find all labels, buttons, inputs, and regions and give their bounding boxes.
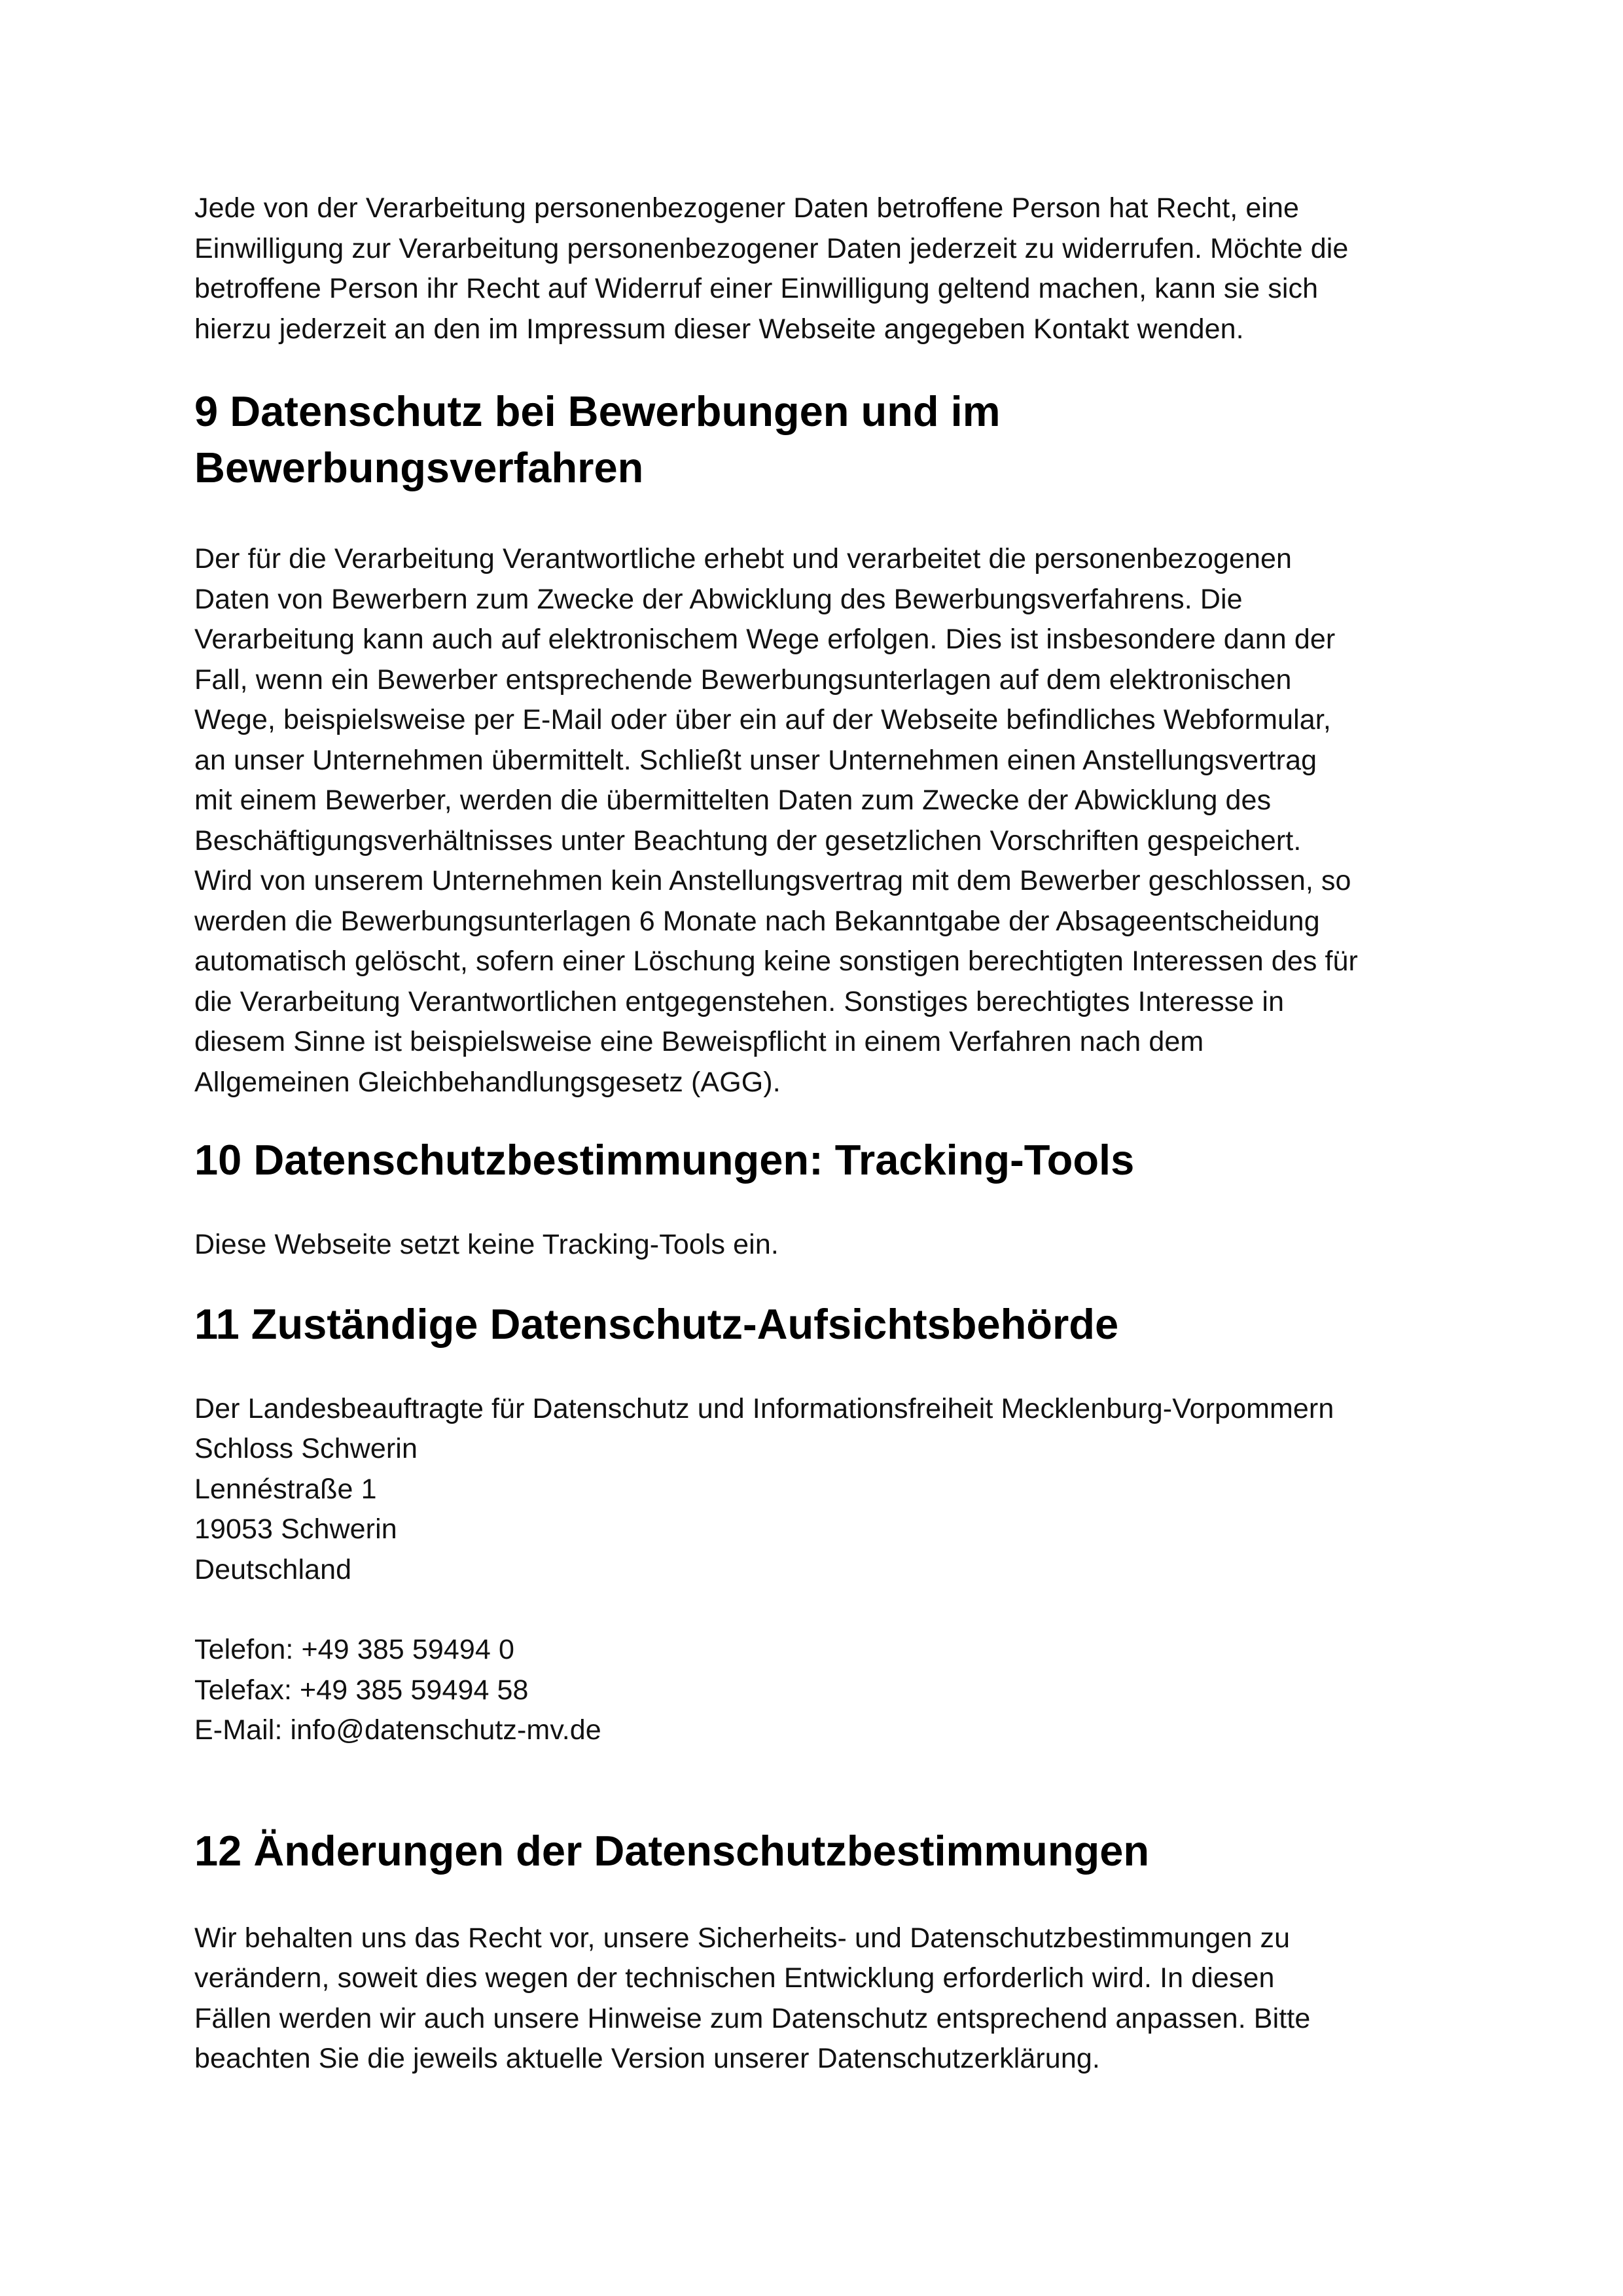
email-line: E-Mail: info@datenschutz-mv.de <box>194 1714 601 1746</box>
text-line: Diese Webseite setzt keine Tracking-Tools ein. <box>194 1229 779 1260</box>
heading-line: 12 Änderungen der Datenschutzbestimmungen <box>194 1826 1150 1875</box>
text-line: Fall, wenn ein Bewerber entsprechende Bewerbungsunterlagen auf dem elektronischen <box>194 663 1292 696</box>
text-line: Wir behalten uns das Recht vor, unsere Sicherheits- und Datenschutzbestimmungen zu <box>194 1922 1291 1954</box>
section-10-paragraph <box>194 1225 1438 1265</box>
text-line: hierzu jederzeit an den im Impressum dieser Webseite angegeben Kontakt wenden. <box>194 313 1244 345</box>
text-line: Daten von Bewerbern zum Zwecke der Abwicklung des Bewerbungsverfahrens. Die <box>194 583 1243 615</box>
authority-address <box>194 1389 1438 1591</box>
heading-line: 9 Datenschutz bei Bewerbungen und im <box>194 387 1001 435</box>
text-line: Beschäftigungsverhältnisses unter Beachtung der gesetzlichen Vorschriften gespeichert. <box>194 824 1302 857</box>
section-9-heading <box>194 383 1438 496</box>
text-line: Einwilligung zur Verarbeitung personenbezogener Daten jederzeit zu widerrufen. Möchte die <box>194 232 1349 264</box>
section-9-paragraph <box>194 539 1438 1103</box>
text-line: automatisch gelöscht, sofern einer Löschung keine sonstigen berechtigten Interessen des für <box>194 945 1358 977</box>
heading-line: Bewerbungsverfahren <box>194 444 644 491</box>
address-line: Schloss Schwerin <box>194 1433 418 1464</box>
text-line: Jede von der Verarbeitung personenbezogener Daten betroffene Person hat Recht, eine <box>194 192 1300 224</box>
text-line: beachten Sie die jeweils aktuelle Version unserer Datenschutzerklärung. <box>194 2043 1100 2074</box>
text-line: werden die Bewerbungsunterlagen 6 Monate nach Bekanntgabe der Absageentscheidung <box>194 905 1320 937</box>
section-11-heading <box>194 1296 1438 1352</box>
section-12-paragraph <box>194 1918 1438 2079</box>
phone-line: Telefon: +49 385 59494 0 <box>194 1634 514 1665</box>
text-line: Wege, beispielsweise per E-Mail oder über ein auf der Webseite befindliches Webformular, <box>194 704 1331 735</box>
text-line: verändern, soweit dies wegen der technischen Entwicklung erforderlich wird. In diesen <box>194 1962 1275 1994</box>
text-line: Verarbeitung kann auch auf elektronischem Wege erfolgen. Dies ist insbesondere dann der <box>194 624 1336 655</box>
text-line: an unser Unternehmen übermittelt. Schließt unser Unternehmen einen Anstellungsvertrag <box>194 744 1317 776</box>
heading-line: 11 Zuständige Datenschutz-Aufsichtsbehörde <box>194 1299 1119 1348</box>
fax-line: Telefax: +49 385 59494 58 <box>194 1674 529 1706</box>
heading-line: 10 Datenschutzbestimmungen: Tracking-Tools <box>194 1136 1135 1184</box>
address-line: Deutschland <box>194 1553 352 1585</box>
text-line: Allgemeinen Gleichbehandlungsgesetz (AGG). <box>194 1066 781 1098</box>
text-line: diesem Sinne ist beispielsweise eine Beweispflicht in einem Verfahren nach dem <box>194 1026 1204 1057</box>
text-line: die Verarbeitung Verantwortlichen entgegenstehen. Sonstiges berechtigtes Interesse in <box>194 985 1285 1017</box>
intro-paragraph <box>194 188 1438 349</box>
text-line: mit einem Bewerber, werden die übermittelten Daten zum Zwecke der Abwicklung des <box>194 785 1272 816</box>
section-10-heading <box>194 1132 1438 1188</box>
text-line: Der für die Verarbeitung Verantwortliche erhebt und verarbeitet die personenbezogenen <box>194 543 1293 574</box>
section-12-heading <box>194 1823 1438 1879</box>
address-line: Lennéstraße 1 <box>194 1473 377 1505</box>
text-line: Wird von unserem Unternehmen kein Anstellungsvertrag mit dem Bewerber geschlossen, so <box>194 865 1351 896</box>
address-line: Der Landesbeauftragte für Datenschutz und Informationsfreiheit Mecklenburg-Vorpommern <box>194 1392 1334 1424</box>
address-line: 19053 Schwerin <box>194 1513 397 1545</box>
text-line: Fällen werden wir auch unsere Hinweise zum Datenschutz entsprechend anpassen. Bitte <box>194 2002 1311 2034</box>
authority-contact <box>194 1630 1438 1751</box>
document-page <box>194 188 1438 2079</box>
text-line: betroffene Person ihr Recht auf Widerruf einer Einwilligung geltend machen, kann sie sich <box>194 273 1319 304</box>
